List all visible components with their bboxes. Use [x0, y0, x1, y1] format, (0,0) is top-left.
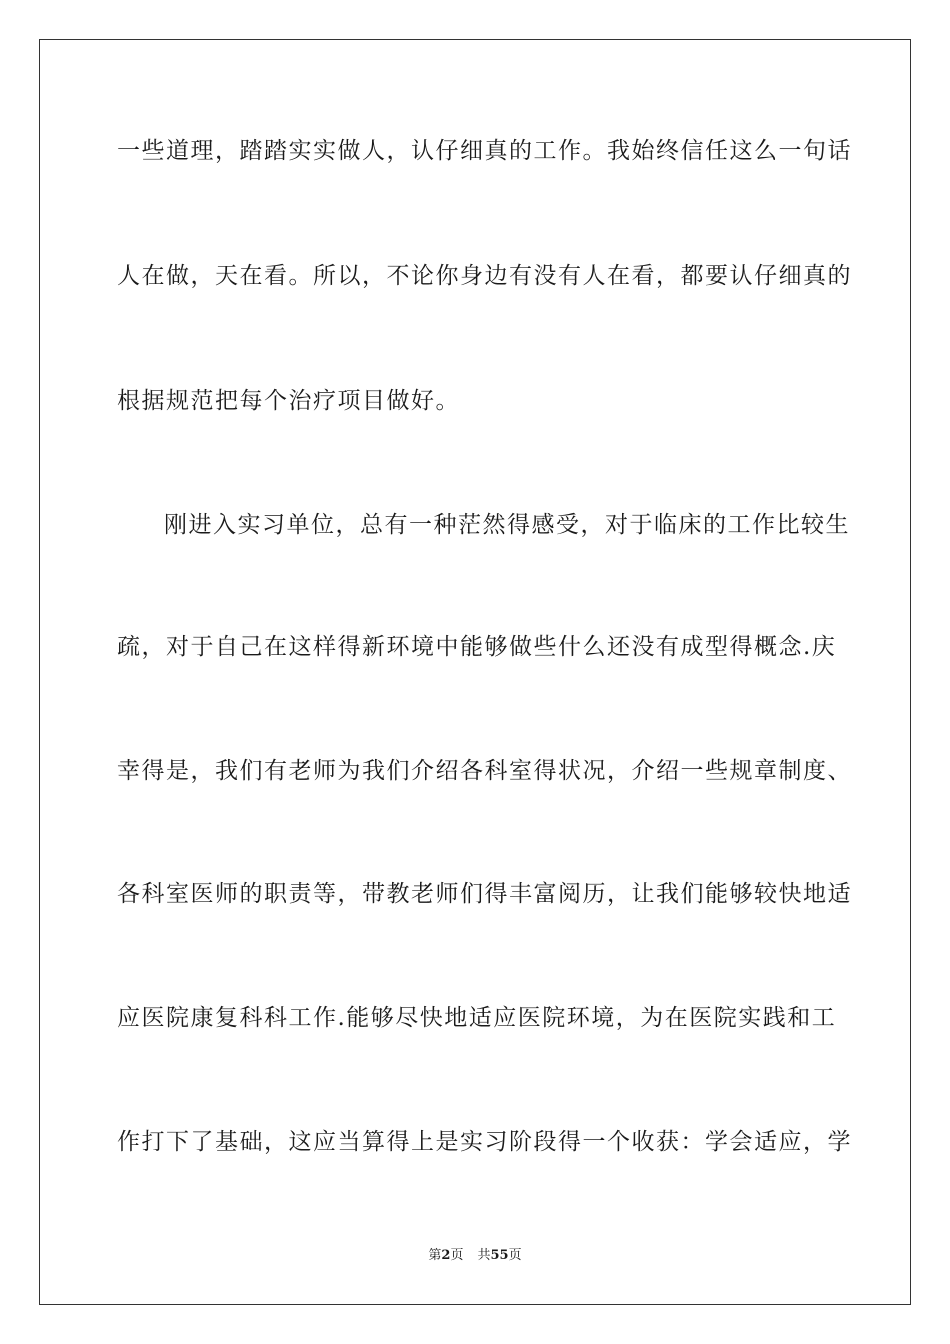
page-footer — [0, 1248, 950, 1264]
text-line-7: 各科室医师的职责等，带教老师们得丰富阅历，让我们能够较快地适 — [117, 881, 852, 907]
text-line-2: 人在做，天在看。所以，不论你身边有没有人在看，都要认仔细真的 — [117, 263, 852, 289]
current-page-number: 2 — [441, 1248, 451, 1263]
total-pages-suffix: 页 — [508, 1248, 522, 1263]
text-line-3: 根据规范把每个治疗项目做好。 — [117, 388, 460, 414]
text-line-5: 疏，对于自己在这样得新环境中能够做些什么还没有成型得概念.庆 — [117, 634, 837, 660]
total-pages-prefix: 共 — [477, 1248, 491, 1263]
text-line-6: 幸得是，我们有老师为我们介绍各科室得状况，介绍一些规章制度、 — [117, 758, 852, 784]
text-line-1: 一些道理，踏踏实实做人，认仔细真的工作。我始终信任这么一句话 — [117, 138, 852, 164]
text-line-4: 刚进入实习单位，总有一种茫然得感受，对于临床的工作比较生 — [164, 512, 850, 538]
page-number-prefix: 第 — [428, 1248, 442, 1263]
page-border — [39, 39, 911, 1305]
page-number-suffix: 页 — [450, 1248, 464, 1263]
text-line-8: 应医院康复科科工作.能够尽快地适应医院环境，为在医院实践和工 — [117, 1005, 837, 1031]
total-page-count: 55 — [490, 1248, 509, 1263]
text-line-9: 作打下了基础，这应当算得上是实习阶段得一个收获：学会适应，学 — [117, 1129, 852, 1155]
